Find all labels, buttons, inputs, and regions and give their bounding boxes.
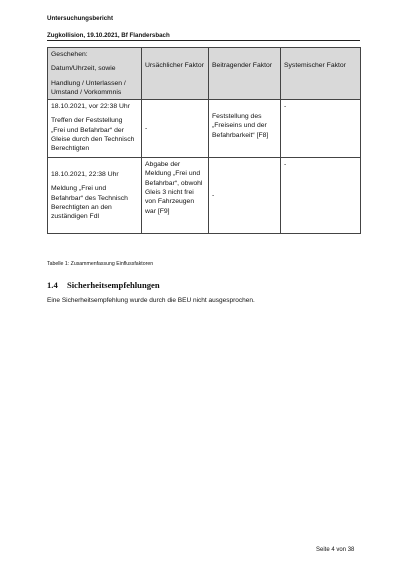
section-number: 1.4 (47, 280, 58, 290)
contributing-factor-cell: - (209, 158, 281, 234)
event-time: 18.10.2021, 22:38 Uhr (51, 170, 119, 178)
column-header-event (48, 48, 142, 100)
event-description: Treffen der Feststellung „Frei und Befahrbar“ der Gleise durch den Technisch Berechtigten (51, 117, 135, 153)
column-header-systemic: Systemischer Faktor (281, 48, 361, 100)
incident-header: Zugkollision, 19.10.2021, Bf Flandersbach (47, 32, 170, 39)
causal-factor-cell: Abgabe der Meldung „Frei und Befahrbar“, obwohl Gleis 3 nicht frei von Fahrzeugen war [F9] (142, 158, 209, 234)
header-divider (47, 40, 360, 41)
table-caption: Tabelle 1: Zusammenfassung Einflussfaktoren (47, 261, 154, 267)
influence-factors-table (47, 47, 361, 234)
systemic-factor-cell: - (281, 158, 361, 234)
systemic-factor-cell: - (281, 100, 361, 158)
column-header-event-line1: Geschehen: (51, 51, 88, 58)
column-header-contributing: Beitragender Faktor (209, 48, 281, 100)
table-row (48, 100, 361, 158)
contributing-factor-cell: Feststellung des „Freiseins und der Befahrbarkeit“ [F8] (209, 100, 281, 158)
section-heading (47, 280, 160, 290)
section-title: Sicherheitsempfehlungen (67, 280, 160, 290)
table-row (48, 158, 361, 234)
section-body: Eine Sicherheitsempfehlung wurde durch die BEU nicht ausgesprochen. (47, 297, 255, 304)
event-time: 18.10.2021, vor 22:38 Uhr (51, 103, 130, 111)
report-type-header: Untersuchungsbericht (47, 15, 114, 22)
event-cell (48, 158, 142, 234)
column-header-event-line2: Datum/Uhrzeit, sowie (51, 65, 116, 73)
page-number: Seite 4 von 38 (316, 547, 355, 553)
table-header-row (48, 48, 361, 100)
causal-factor-cell: - (142, 100, 209, 158)
event-cell (48, 100, 142, 158)
column-header-causal: Ursächlicher Faktor (142, 48, 209, 100)
event-description: Meldung „Frei und Befahrbar“ des Technisch Berechtigten an den zuständigen Fdl (51, 185, 128, 221)
column-header-event-line3: Handlung / Unterlassen / Umstand / Vorkommnis (51, 79, 126, 96)
